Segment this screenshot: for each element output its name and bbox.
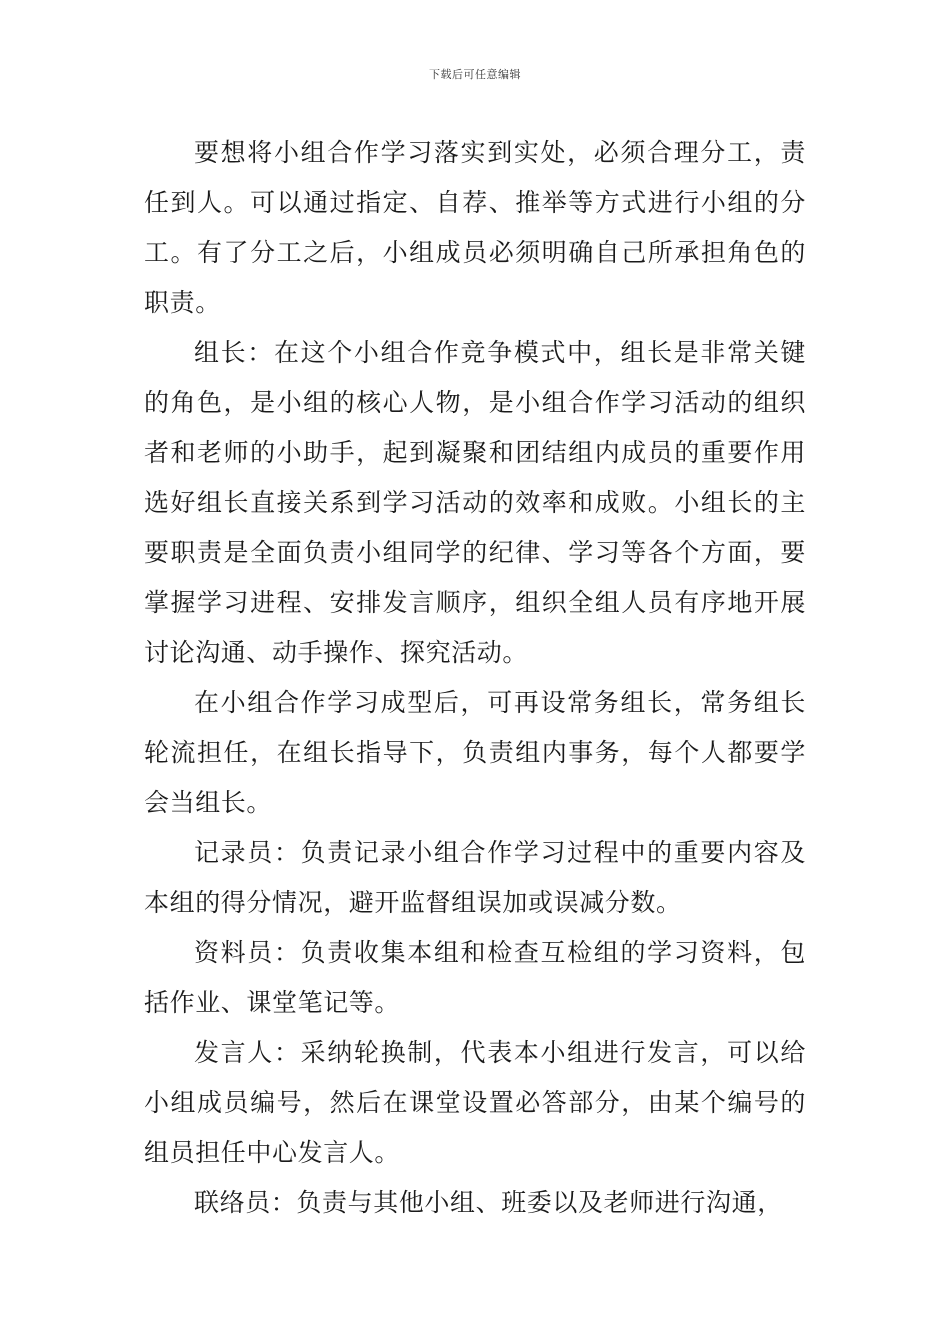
paragraph-liaison: 联络员：负责与其他小组、班委以及老师进行沟通，	[194, 1188, 783, 1217]
paragraph-materials-keeper: 资料员：负责收集本组和检查互检组的学习资料，包括作业、课堂笔记等。	[144, 938, 806, 1017]
paragraph-spokesperson: 发言人：采纳轮换制，代表本小组进行发言，可以给小组成员编号，然后在课堂设置必答部分，由某个编号的组员担任中心发言人。	[144, 1038, 806, 1167]
page-header: 下载后可任意编辑	[429, 68, 521, 81]
paragraph-recorder: 记录员：负责记录小组合作学习过程中的重要内容及本组的得分情况，避开监督组误加或误减分数。	[144, 838, 806, 917]
paragraph-division-of-labor: 要想将小组合作学习落实到实处，必须合理分工，责任到人。可以通过指定、自荐、推举等方式进行小组的分工。有了分工之后，小组成员必须明确自己所承担角色的职责。	[144, 138, 806, 317]
paragraph-standing-leader: 在小组合作学习成型后，可再设常务组长，常务组长轮流担任，在组长指导下，负责组内事务，每个人都要学会当组长。	[144, 688, 806, 817]
document-body	[144, 128, 806, 1228]
paragraph-group-leader: 组长：在这个小组合作竞争模式中，组长是非常关键的角色，是小组的核心人物，是小组合作学习活动的组织者和老师的小助手，起到凝聚和团结组内成员的重要作用选好组长直接关系到学习活动的效率和成败。小组长的主要职责是全面负责小组同学的纪律、学习等各个方面，要掌握学习进程、安排发言顺序，组织全组人员有序地开展讨论沟通、动手操作、探究活动。	[144, 338, 806, 667]
